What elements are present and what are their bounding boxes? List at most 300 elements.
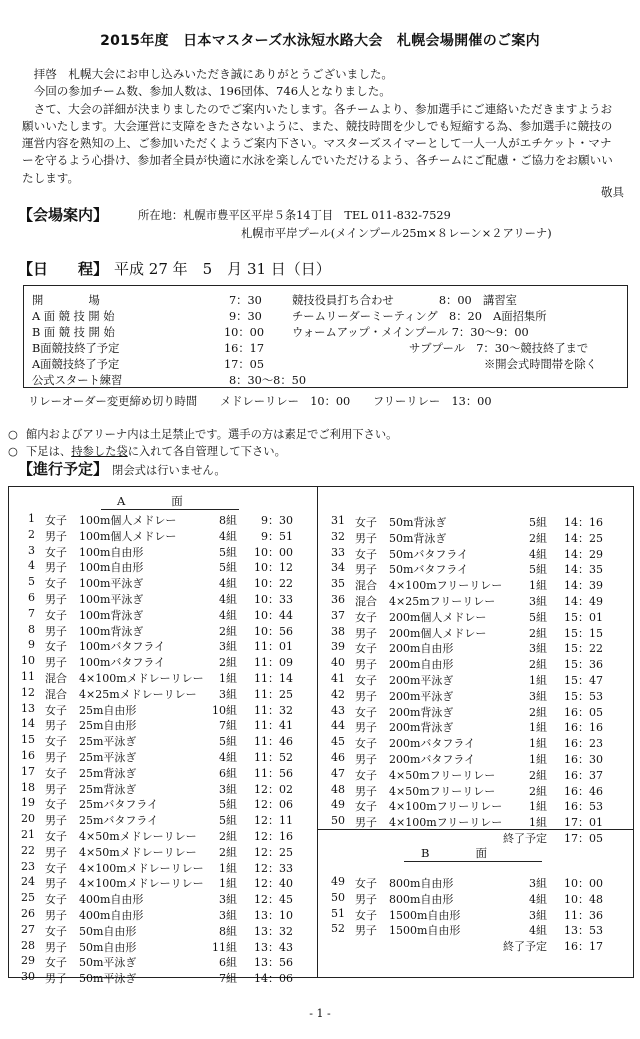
schedule-label: A面競技終了予定 [32,358,120,371]
race-time: 11：56 [254,766,293,780]
race-gender: 女子 [355,737,377,751]
race-heats: 5組 [219,814,237,828]
race-gender: 女子 [355,908,377,922]
race-heats: 5組 [529,610,547,624]
end-estimate-time: 16：17 [564,940,603,954]
end-estimate-label: 終了予定 [503,832,547,845]
race-row [15,907,315,923]
race-row [15,891,315,907]
race-number: 44 [331,719,345,733]
race-number: 42 [331,687,345,701]
race-row [325,704,625,720]
race-gender: 女子 [45,703,67,717]
race-event: 25m背泳ぎ [79,782,137,796]
race-row [325,719,625,735]
race-heats: 1組 [529,800,547,814]
race-event: 50m平泳ぎ [79,956,137,970]
date-value: 平成 27 年 5 月 31 日（日） [114,260,331,278]
race-gender: 女子 [45,798,67,812]
race-row [15,591,315,607]
race-event: 4×100mフリーリレー [389,579,503,593]
race-time: 10：00 [254,545,293,559]
race-heats: 5組 [529,516,547,529]
race-gender: 男子 [45,719,67,733]
race-number: 3 [28,543,35,557]
race-time: 16：46 [564,784,603,798]
schedule-time: 17：05 [224,358,265,371]
race-gender: 女子 [355,768,377,782]
race-number: 35 [331,577,345,591]
race-number: 43 [331,703,345,717]
race-event: 4×100mフリーリレー [389,816,503,830]
race-time: 12：16 [254,830,293,843]
race-gender: 女子 [355,877,377,890]
race-number: 51 [331,906,345,920]
race-row [325,798,625,814]
b-side-header: B 面 [421,846,487,860]
race-time: 11：46 [254,735,293,749]
progress-note: 閉会式は行いません。 [112,464,226,477]
race-event: 100m自由形 [79,545,144,559]
race-row [15,702,315,718]
race-gender: 女子 [45,577,67,591]
schedule-label: B 面 競 技 開 始 [32,326,115,339]
race-row [325,814,625,830]
race-heats: 3組 [219,893,237,907]
race-event: 50mバタフライ [389,563,469,577]
race-gender: 男子 [45,529,67,543]
race-event: 1500m自由形 [389,924,461,938]
race-row [15,796,315,812]
race-gender: 女子 [45,861,67,875]
race-number: 22 [21,843,35,857]
race-row [325,561,625,577]
race-number: 15 [21,733,35,747]
race-row [325,640,625,656]
race-event: 200m個人メドレー [389,610,487,624]
race-event: 800m自由形 [389,877,454,890]
race-event: 100mバタフライ [79,640,166,654]
date-section [18,258,331,279]
race-number: 13 [21,701,35,715]
race-event: 100m背泳ぎ [79,624,144,638]
race-gender: 男子 [355,753,377,766]
race-heats: 4組 [219,751,237,764]
race-event: 25mバタフライ [79,814,159,828]
race-heats: 2組 [219,830,237,843]
race-gender: 混合 [355,595,377,608]
schedule-time: 7：30 [229,294,262,307]
race-gender: 混合 [45,672,67,685]
race-heats: 1組 [529,816,547,830]
schedule-label: 公式スタート練習 [32,374,123,387]
race-event: 200m自由形 [389,642,454,656]
race-row [15,544,315,560]
schedule-item: ※開会式時間帯を除く [484,358,597,371]
race-time: 15：36 [564,658,603,672]
race-heats: 3組 [529,642,547,656]
race-heats: 4組 [219,529,237,543]
race-heats: 1組 [219,861,237,875]
race-event: 200mバタフライ [389,737,476,751]
progress-section [18,458,226,479]
race-number: 20 [21,812,35,826]
race-row [325,735,625,751]
race-heats: 4組 [219,577,237,591]
race-time: 10：22 [254,577,293,591]
race-row [15,828,315,844]
schedule-time: 16：17 [224,342,265,355]
race-gender: 混合 [45,687,67,701]
schedule-time: 10：00 [224,326,265,339]
venue-section [18,204,630,244]
race-time: 13：53 [564,924,603,938]
race-number: 19 [21,796,35,810]
race-heats: 4組 [219,608,237,622]
race-gender: 混合 [355,579,377,593]
race-time: 11：41 [254,719,293,733]
race-heats: 6組 [219,766,237,780]
race-row [15,575,315,591]
intro-paragraph: さて、大会の詳細が決まりましたのでご案内いたします。各チームより、参加選手にご連絡いただきますようお願いいたします。大会運営に支障をきたさないように、また、競技時間を少しでも短縮する為、参加選手に競技の運営内容を熟知の上、ご参加いただくようご案内下さい。マスターズスイマーとして一人一人がエチケット・マナーを守るよう心掛け、参加者全員が快適に水泳を楽しんでいただけるよう、各チームにご配慮・ご協力をお願いいたします。 [22,101,613,185]
race-number: 31 [331,514,345,527]
race-number: 30 [21,970,35,984]
race-heats: 1組 [529,579,547,593]
race-gender: 男子 [45,624,67,638]
race-time: 14：29 [564,547,603,561]
race-number: 37 [331,608,345,622]
header-underline [101,509,239,510]
race-event: 1500m自由形 [389,908,461,922]
race-row [15,875,315,891]
note-text: 下足は、 [26,445,72,458]
race-heats: 5組 [219,735,237,749]
race-number: 39 [331,640,345,654]
venue-pool: 札幌市平岸プール(メインプール25m×８レーン×２アリーナ) [241,227,552,240]
race-heats: 10組 [212,703,237,717]
race-heats: 2組 [529,768,547,782]
race-time: 15：01 [564,610,603,624]
schedule-item: 競技役員打ち合わせ 8：00 講習室 [292,294,517,307]
race-row [15,860,315,876]
race-number: 21 [21,828,35,841]
circle-icon: ○ [8,428,18,441]
race-row [325,593,625,609]
race-heats: 5組 [529,563,547,577]
end-estimate-row [325,938,625,954]
race-time: 12：11 [254,814,293,828]
race-gender: 男子 [45,782,67,796]
race-number: 7 [28,606,35,620]
race-gender: 女子 [45,924,67,938]
race-gender: 女子 [45,735,67,749]
race-number: 32 [331,529,345,543]
race-time: 16：16 [564,721,603,735]
race-event: 4×100mメドレーリレー [79,861,204,875]
race-gender: 男子 [355,892,377,906]
race-gender: 男子 [355,563,377,577]
race-table [8,486,634,986]
race-event: 4×50mフリーリレー [389,784,496,798]
race-time: 9：30 [261,514,293,527]
race-event: 400m自由形 [79,893,144,907]
race-row [325,891,625,907]
race-heats: 2組 [219,624,237,638]
race-event: 200mバタフライ [389,753,476,766]
race-row [325,577,625,593]
race-event: 4×25mメドレーリレー [79,687,197,701]
race-row [15,939,315,955]
race-row [325,546,625,562]
race-number: 10 [21,654,35,668]
race-heats: 7組 [219,972,237,986]
race-number: 29 [21,954,35,968]
schedule-time: 9：30 [229,310,262,323]
race-time: 14：06 [254,972,293,986]
race-time: 14：39 [564,579,603,593]
race-time: 16：53 [564,800,603,814]
race-time: 14：49 [564,595,603,608]
race-number: 14 [21,717,35,731]
race-number: 41 [331,672,345,685]
race-time: 16：23 [564,737,603,751]
race-event: 50m自由形 [79,924,137,938]
page-title: 2015年度 日本マスターズ水泳短水路大会 札幌会場開催のご案内 [100,33,540,49]
race-gender: 男子 [355,658,377,672]
race-row [15,686,315,702]
race-heats: 4組 [529,547,547,561]
race-number: 2 [28,527,35,541]
race-event: 200m個人メドレー [389,626,487,640]
race-heats: 3組 [219,687,237,701]
race-event: 4×100mフリーリレー [389,800,503,814]
race-gender: 女子 [355,674,377,687]
schedule-label: A 面 競 技 開 始 [32,310,115,323]
race-time: 9：51 [261,529,293,543]
race-event: 4×100mメドレーリレー [79,672,204,685]
race-time: 12：06 [254,798,293,812]
race-gender: 女子 [45,608,67,622]
race-gender: 女子 [355,705,377,719]
race-number: 49 [331,875,345,888]
schedule-label: 開 場 [32,294,100,307]
race-event: 200m自由形 [389,658,454,672]
race-time: 13：10 [254,909,293,922]
intro-text [22,66,622,187]
race-time: 15：53 [564,689,603,703]
race-time: 16：37 [564,768,603,782]
race-event: 25m背泳ぎ [79,766,137,780]
race-row [15,954,315,970]
race-heats: 2組 [529,705,547,719]
race-time: 11：01 [254,640,293,654]
progress-heading: 【進行予定】 [18,460,109,478]
date-heading: 【日 程】 [18,260,109,278]
race-time: 11：36 [564,908,603,922]
schedule-item: サブプール 7：30〜競技終了まで [409,342,589,355]
race-gender: 女子 [45,514,67,527]
race-event: 100mバタフライ [79,656,166,670]
relay-deadline: リレーオーダー変更締め切り時間 メドレーリレー 10：00 フリーリレー 13：00 [28,395,492,408]
race-number: 34 [331,561,345,575]
race-event: 800m自由形 [389,892,454,906]
race-number: 12 [21,685,35,699]
race-time: 13：43 [254,940,293,954]
race-event: 4×50mフリーリレー [389,768,496,782]
race-time: 11：32 [254,703,293,717]
race-number: 38 [331,624,345,638]
schedule-time: 8：30〜8：50 [229,374,307,387]
race-time: 12：45 [254,893,293,907]
race-gender: 男子 [45,877,67,891]
race-gender: 男子 [45,845,67,859]
race-heats: 2組 [219,845,237,859]
race-time: 13：56 [254,956,293,970]
intro-paragraph: 今回の参加チーム数、参加人数は、196団体、746人となりました。 [22,84,391,99]
venue-address: 所在地：札幌市豊平区平岸５条14丁目 TEL 011-832-7529 [138,209,451,222]
race-gender: 男子 [355,721,377,735]
race-event: 200m平泳ぎ [389,674,454,687]
race-time: 11：52 [254,751,293,764]
race-gender: 男子 [45,593,67,606]
race-event: 400m自由形 [79,909,144,922]
race-heats: 5組 [219,798,237,812]
race-number: 17 [21,764,35,778]
race-gender: 女子 [355,642,377,656]
intro-paragraph: 拝啓 札幌大会にお申し込みいただき誠にありがとうございました。 [22,67,394,81]
race-number: 47 [331,766,345,780]
race-row [15,781,315,797]
race-number: 49 [331,798,345,812]
end-estimate-row [325,830,625,846]
closing-word: 敬具 [601,185,624,199]
race-time: 14：25 [564,531,603,545]
race-gender: 男子 [45,909,67,922]
race-event: 50m平泳ぎ [79,972,137,986]
page-number: - 1 - [309,1007,331,1020]
race-gender: 女子 [45,956,67,970]
race-row [15,607,315,623]
race-heats: 2組 [219,656,237,670]
race-heats: 1組 [529,721,547,735]
race-event: 4×100mメドレーリレー [79,877,204,891]
race-gender: 男子 [355,816,377,830]
race-heats: 3組 [219,909,237,922]
race-event: 100m平泳ぎ [79,593,144,606]
race-time: 12：33 [254,861,293,875]
race-time: 12：40 [254,877,293,891]
race-time: 10：12 [254,561,293,575]
schedule-label: B面競技終了予定 [32,342,120,355]
race-time: 11：25 [254,687,293,701]
race-time: 12：02 [254,782,293,796]
race-row [325,767,625,783]
header-underline [404,861,542,862]
race-number: 11 [21,670,35,683]
race-event: 25m平泳ぎ [79,751,137,764]
race-number: 6 [28,591,35,604]
race-event: 200m背泳ぎ [389,721,454,735]
race-gender: 女子 [45,766,67,780]
race-time: 14：35 [564,563,603,577]
race-heats: 1組 [529,674,547,687]
schedule-item: ウォームアップ・メインプール 7：30〜9：00 [292,326,529,339]
race-row [325,514,625,530]
race-event: 25mバタフライ [79,798,159,812]
end-estimate-label: 終了予定 [503,940,547,954]
race-heats: 3組 [219,640,237,654]
race-time: 11：14 [254,672,293,685]
race-number: 4 [28,559,35,573]
race-time: 10：48 [564,892,603,906]
race-number: 52 [331,922,345,936]
race-event: 25m平泳ぎ [79,735,137,749]
race-heats: 2組 [529,784,547,798]
race-row [325,907,625,923]
race-heats: 11組 [212,940,237,954]
race-heats: 4組 [219,593,237,606]
schedule-box [23,285,628,388]
race-row [15,638,315,654]
race-number: 36 [331,593,345,606]
race-row [325,751,625,767]
race-event: 25m自由形 [79,719,137,733]
race-heats: 4組 [529,892,547,906]
race-gender: 女子 [355,610,377,624]
race-heats: 2組 [529,658,547,672]
race-gender: 女子 [45,830,67,843]
race-row [15,970,315,986]
race-gender: 男子 [45,656,67,670]
race-row [15,844,315,860]
race-gender: 男子 [355,689,377,703]
race-event: 100m背泳ぎ [79,608,144,622]
race-heats: 6組 [219,956,237,970]
race-row [15,749,315,765]
race-row [325,875,625,891]
race-time: 10：56 [254,624,293,638]
race-time: 16：30 [564,753,603,766]
race-number: 9 [28,638,35,652]
race-number: 8 [28,622,35,636]
race-row [15,559,315,575]
race-time: 13：32 [254,924,293,938]
race-event: 25m自由形 [79,703,137,717]
race-event: 200m平泳ぎ [389,689,454,703]
race-time: 15：22 [564,642,603,656]
race-time: 10：33 [254,593,293,606]
note-item [8,426,397,443]
column-divider [317,487,318,977]
race-row [325,625,625,641]
race-event: 200m背泳ぎ [389,705,454,719]
race-number: 50 [331,814,345,828]
race-number: 23 [21,859,35,873]
race-gender: 男子 [45,940,67,954]
race-gender: 女子 [355,516,377,529]
race-row [325,609,625,625]
race-event: 100m平泳ぎ [79,577,144,591]
race-number: 18 [21,780,35,794]
race-row [325,783,625,799]
race-time: 16：05 [564,705,603,719]
race-number: 45 [331,735,345,749]
race-row [15,765,315,781]
race-gender: 男子 [45,814,67,828]
race-gender: 男子 [355,531,377,545]
race-event: 50m自由形 [79,940,137,954]
race-number: 5 [28,575,35,589]
